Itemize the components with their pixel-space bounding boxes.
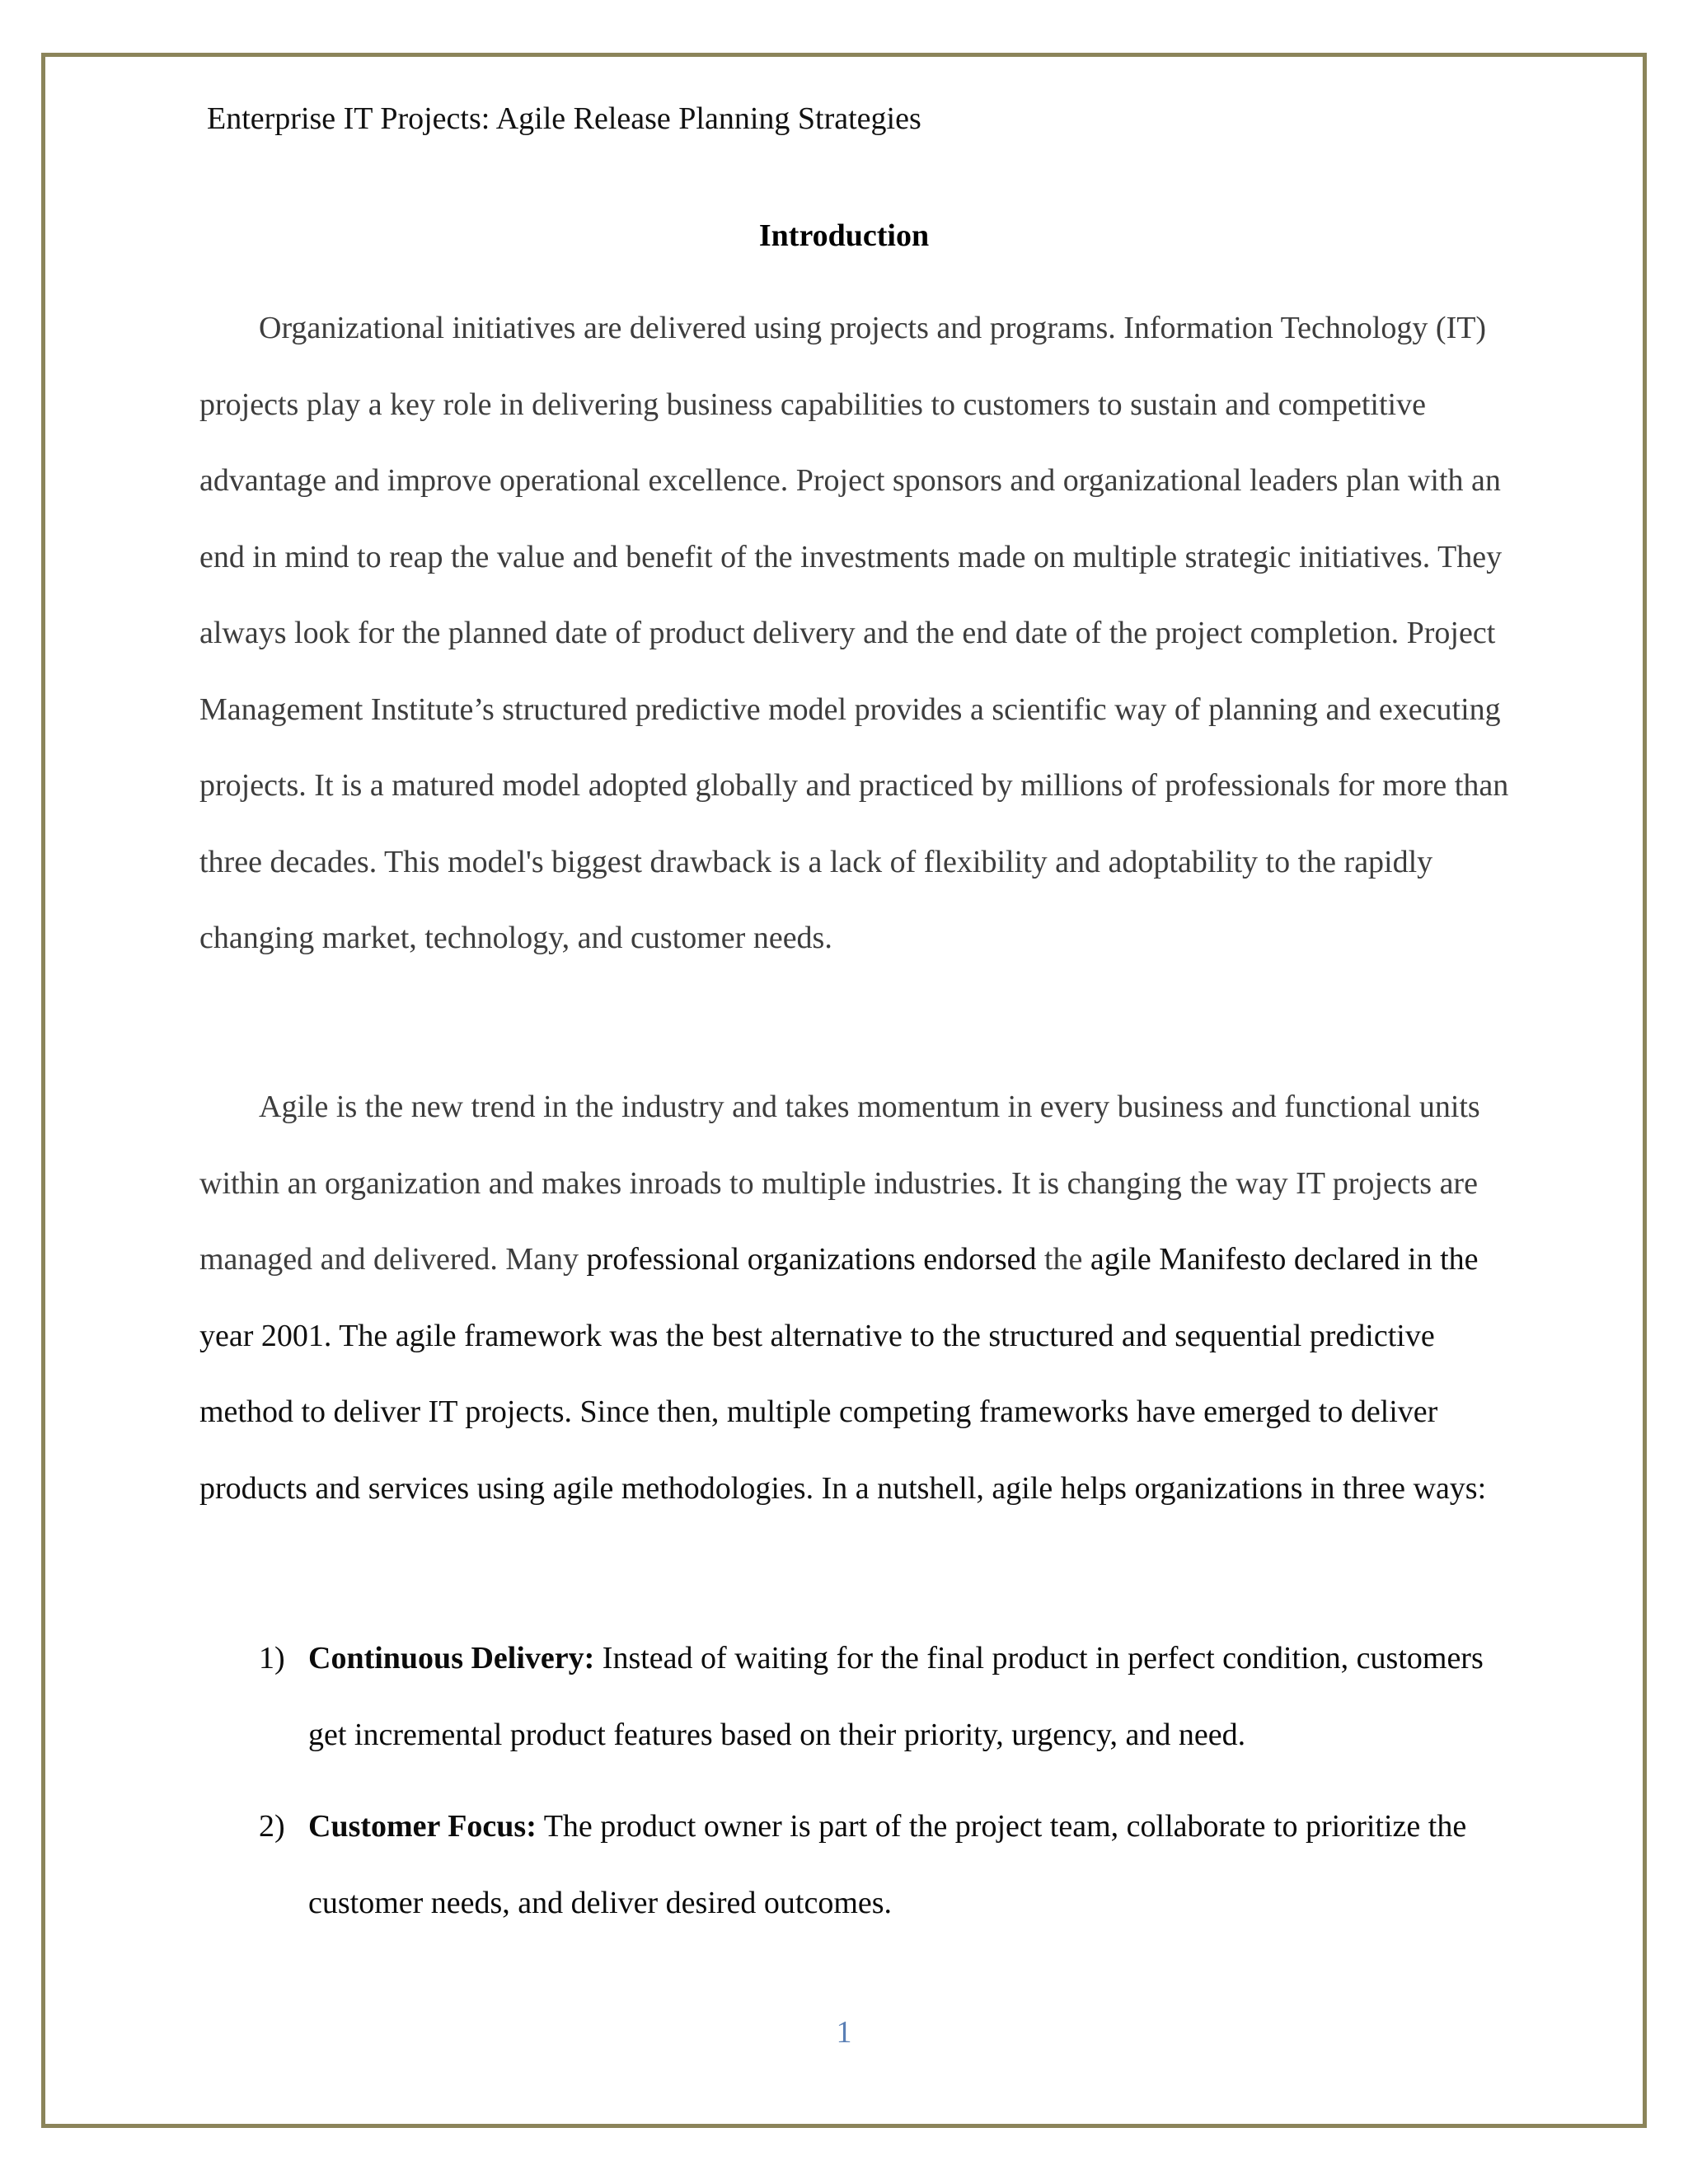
running-header: Enterprise IT Projects: Agile Release Planning Strategies	[207, 101, 921, 136]
paragraph-agile-text-3: the	[1043, 1242, 1090, 1277]
list-item-text: The product owner is part of the project team, collaborate to prioritize the customer needs, and deliver desired outcomes.	[308, 1809, 1467, 1920]
list-item-number: 1)	[259, 1641, 285, 1675]
list-item-term: Continuous Delivery:	[308, 1641, 595, 1675]
paragraph-agile-text-2: professional organizations endorsed	[586, 1242, 1044, 1277]
paragraph-agile-text-1: Agile is the new trend in the industry and takes momentum in every business and functional units within an organization and makes inroads to multiple industries. It is changing the way IT projects are managed and delivered. Many	[199, 1090, 1480, 1277]
paragraph-agile	[199, 1069, 1518, 1526]
page-number: 1	[836, 2015, 852, 2050]
list-item-term: Customer Focus:	[308, 1809, 537, 1844]
list-item-body	[308, 1620, 1503, 1773]
paragraph-intro: Organizational initiatives are delivered using projects and programs. Information Technology (IT) projects play a key role in delivering business capabilities to customers to sustain and competitive advantage and improve operational excellence. Project sponsors and organizational leaders plan with an end in mind to reap the value and benefit of the investments made on multiple strategic initiatives. They always look for the planned date of product delivery and the end date of the project completion. Project Management Institute’s structured predictive model provides a scientific way of planning and executing projects. It is a matured model adopted globally and practiced by millions of professionals for more than three decades. This model's biggest drawback is a lack of flexibility and adoptability to the rapidly changing market, technology, and customer needs.	[199, 311, 1509, 955]
section-heading: Introduction	[758, 218, 930, 253]
paragraph-agile-text-4: agile Manifesto declared in the year 2001. The agile framework was the best alternative to the structured and sequential predictive method to deliver IT projects. Since then, multiple competing frameworks have emerged to deliver products and services using agile methodologies. In a nutshell, agile helps organizations in three ways:	[199, 1242, 1487, 1506]
list-item-body	[308, 1788, 1503, 1941]
list-item-text: Instead of waiting for the final product in perfect condition, customers get incremental product features based on their priority, urgency, and need.	[308, 1641, 1484, 1752]
list-item-number: 2)	[259, 1809, 285, 1844]
